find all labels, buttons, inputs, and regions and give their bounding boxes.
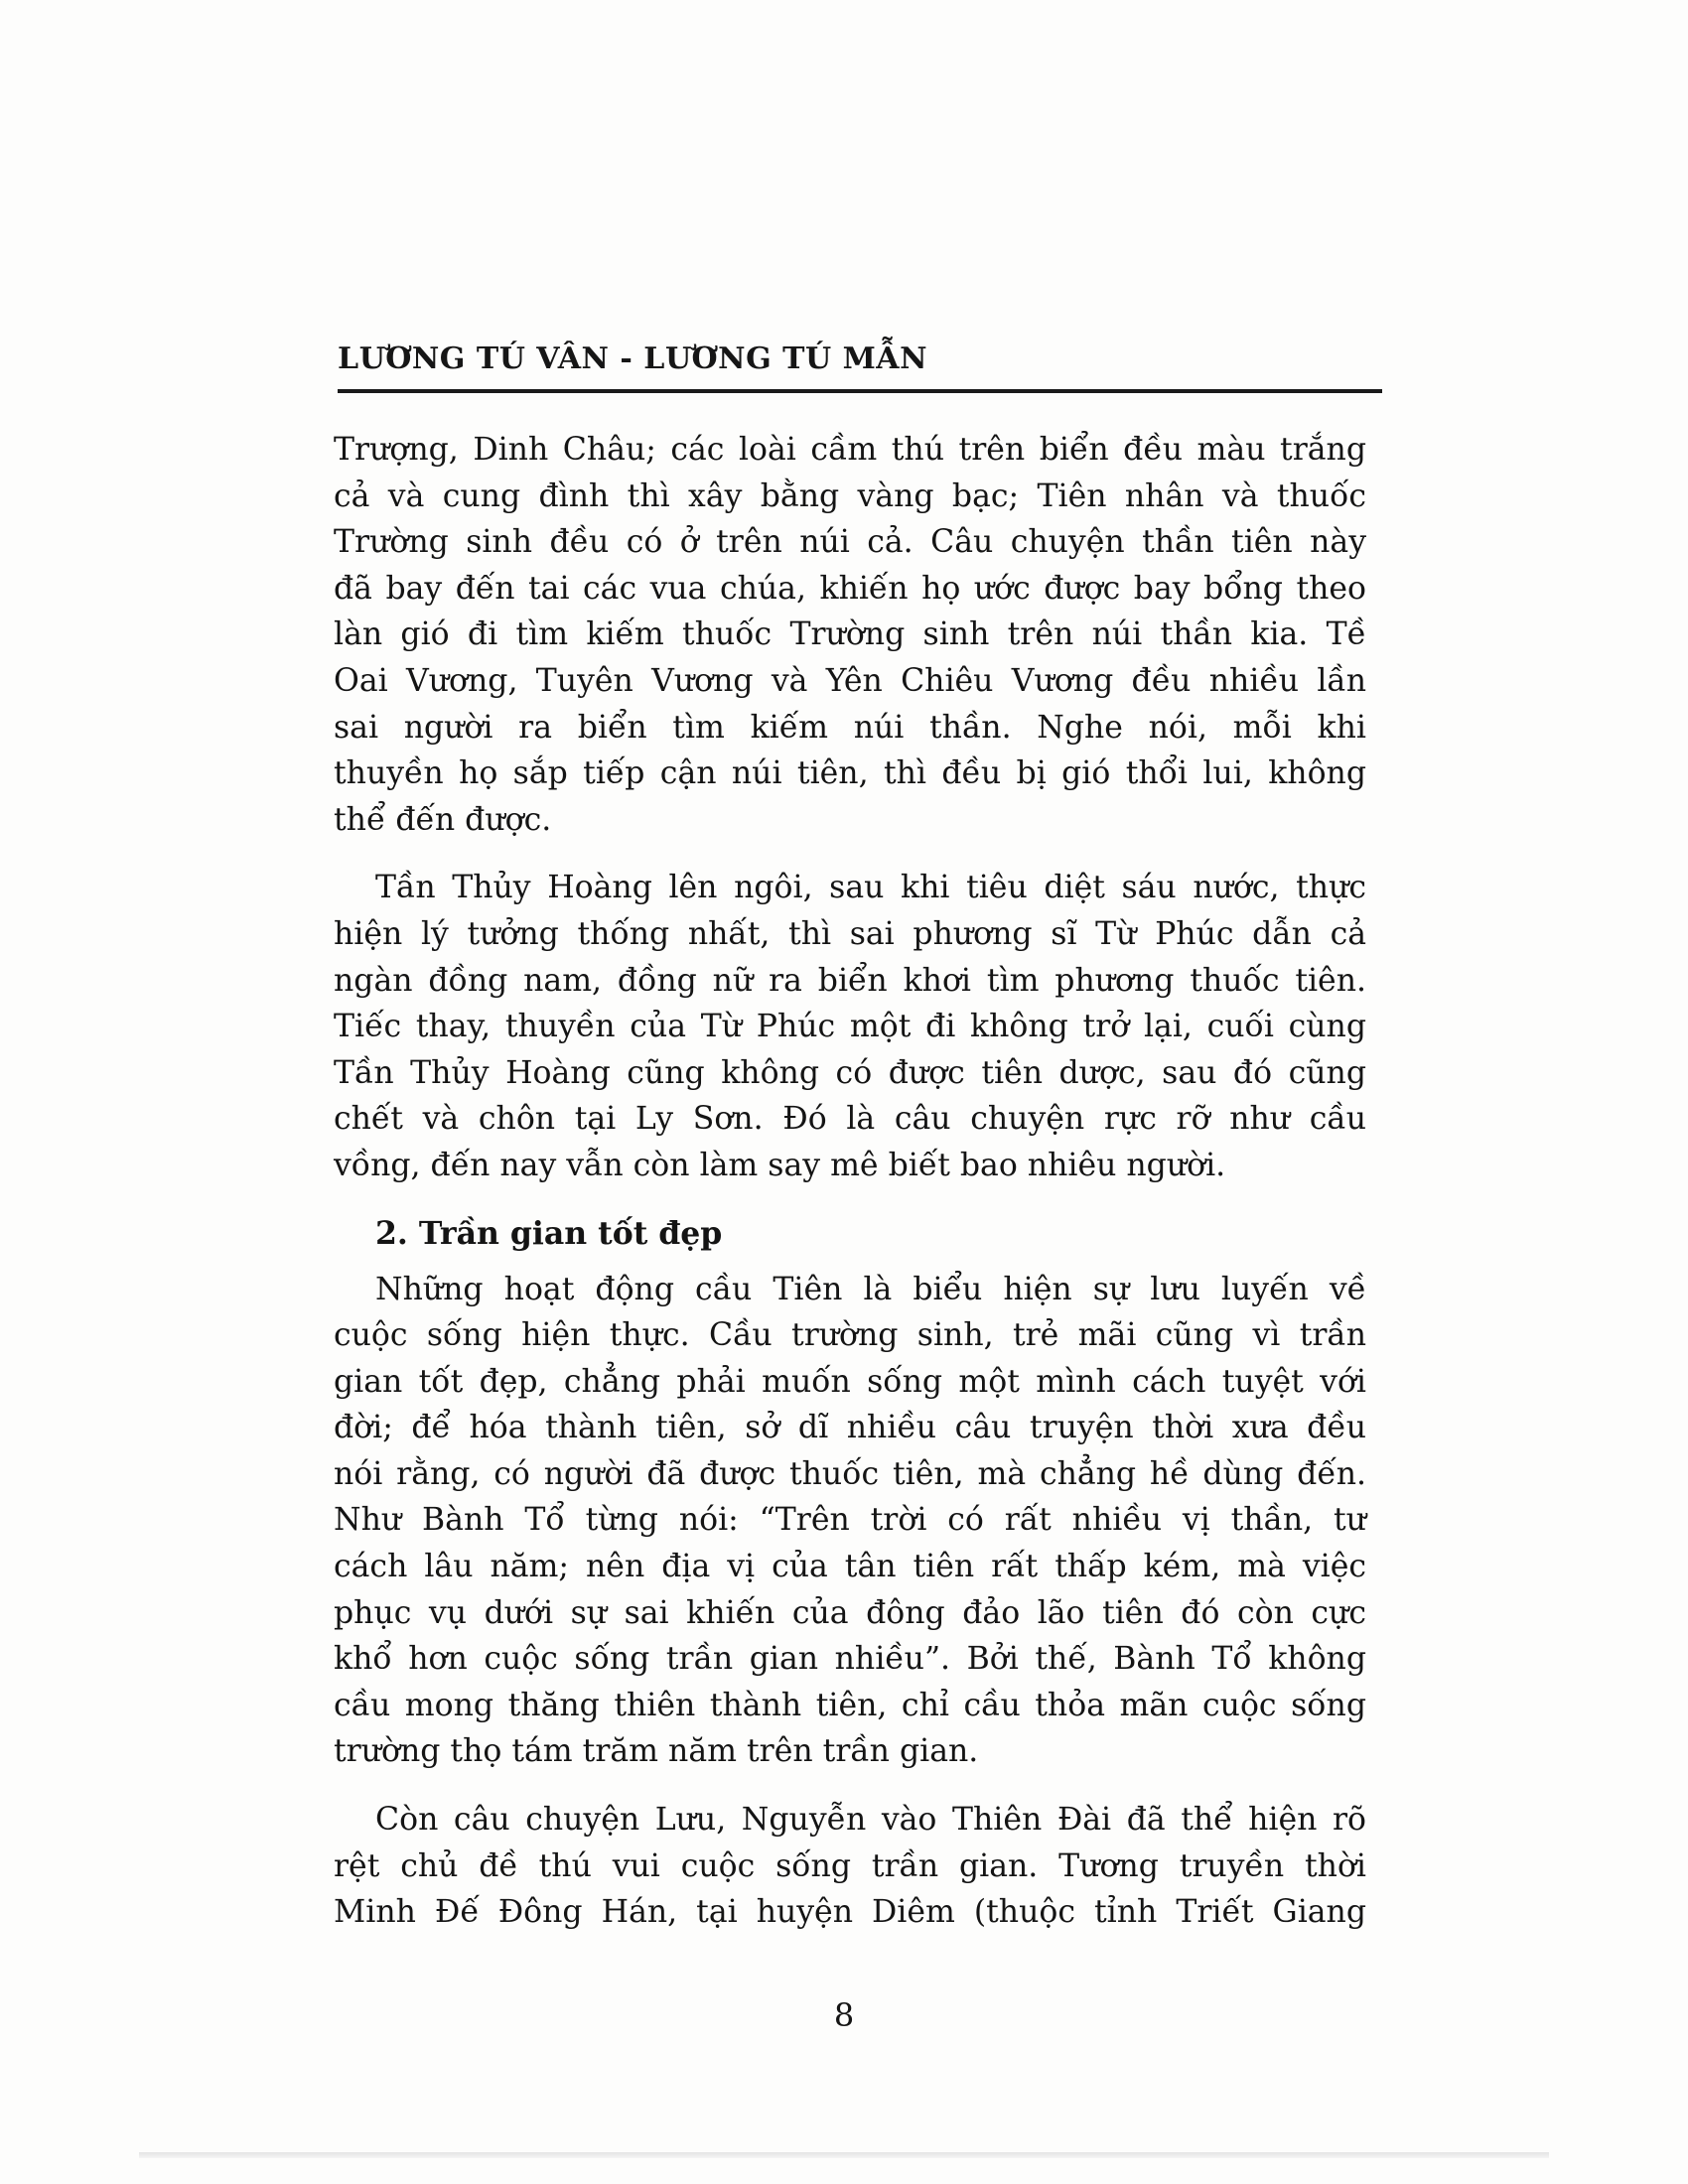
- text-line: vồng, đến nay vẫn còn làm say mê biết bao nhiêu người.: [334, 1147, 1226, 1183]
- text-line: Tần Thủy Hoàng cũng không có được tiên dược, sau đó cũng: [334, 1054, 1366, 1091]
- text-line: Tiếc thay, thuyền của Từ Phúc một đi không trở lại, cuối cùng: [334, 1009, 1366, 1045]
- paragraph-3: [334, 1267, 1366, 1776]
- text-line: rệt chủ đề thú vui cuộc sống trần gian. Tương truyền thời: [334, 1847, 1366, 1884]
- page-number: 8: [833, 1996, 855, 2034]
- section-heading: 2. Trần gian tốt đẹp: [375, 1214, 723, 1252]
- page-body: [334, 427, 1366, 1936]
- text-line: cả và cung đình thì xây bằng vàng bạc; Tiên nhân và thuốc: [334, 478, 1366, 514]
- paragraph-2: [334, 865, 1366, 1188]
- text-line: làn gió đi tìm kiếm thuốc Trường sinh trên núi thần kia. Tề: [334, 616, 1366, 653]
- text-line: thể đến được.: [334, 801, 552, 838]
- text-line: nói rằng, có người đã được thuốc tiên, mà chẳng hề dùng đến.: [334, 1455, 1366, 1492]
- text-line: Còn câu chuyện Lưu, Nguyễn vào Thiên Đài đã thể hiện rõ: [375, 1802, 1366, 1839]
- text-line: Trường sinh đều có ở trên núi cả. Câu chuyện thần tiên này: [334, 524, 1366, 561]
- text-line: chết và chôn tại Ly Sơn. Đó là câu chuyện rực rỡ như cầu: [334, 1101, 1366, 1138]
- text-line: Những hoạt động cầu Tiên là biểu hiện sự lưu luyến về: [375, 1271, 1366, 1307]
- scan-edge-shadow: [139, 2152, 1549, 2158]
- text-line: phục vụ dưới sự sai khiến của đông đảo lão tiên đó còn cực: [334, 1594, 1366, 1631]
- paragraph-gap: [334, 1189, 1366, 1211]
- text-line: cầu mong thăng thiên thành tiên, chỉ cầu thỏa mãn cuộc sống: [334, 1687, 1366, 1723]
- text-line: đời; để hóa thành tiên, sở dĩ nhiều câu truyện thời xưa đều: [334, 1410, 1366, 1446]
- text-line: Trượng, Dinh Châu; các loài cầm thú trên biển đều màu trắng: [334, 432, 1366, 468]
- text-line: trường thọ tám trăm năm trên trần gian.: [334, 1733, 979, 1770]
- text-line: cuộc sống hiện thực. Cầu trường sinh, trẻ mãi cũng vì trần: [334, 1317, 1366, 1354]
- text-line: Oai Vương, Tuyên Vương và Yên Chiêu Vương đều nhiều lần: [334, 662, 1366, 699]
- running-header: [338, 338, 1380, 381]
- running-header-title: LƯƠNG TÚ VÂN - LƯƠNG TÚ MẪN: [338, 341, 928, 376]
- paragraph-gap: [334, 843, 1366, 865]
- text-line: ngàn đồng nam, đồng nữ ra biển khơi tìm phương thuốc tiên.: [334, 962, 1366, 999]
- text-line: Minh Đế Đông Hán, tại huyện Diêm (thuộc tỉnh Triết Giang: [334, 1894, 1366, 1931]
- paragraph-1: [334, 427, 1366, 843]
- text-line: sai người ra biển tìm kiếm núi thần. Nghe nói, mỗi khi: [334, 709, 1366, 746]
- text-line: Tần Thủy Hoàng lên ngôi, sau khi tiêu diệt sáu nước, thực: [375, 870, 1366, 906]
- text-line: gian tốt đẹp, chẳng phải muốn sống một mình cách tuyệt với: [334, 1363, 1366, 1400]
- text-line: khổ hơn cuộc sống trần gian nhiều”. Bởi thế, Bành Tổ không: [334, 1641, 1366, 1678]
- paragraph-4: [334, 1797, 1366, 1936]
- text-line: thuyền họ sắp tiếp cận núi tiên, thì đều bị gió thổi lui, không: [334, 755, 1366, 792]
- header-rule: [338, 389, 1382, 393]
- text-line: hiện lý tưởng thống nhất, thì sai phương sĩ Từ Phúc dẫn cả: [334, 915, 1366, 952]
- paragraph-gap: [334, 1775, 1366, 1797]
- text-line: Như Bành Tổ từng nói: “Trên trời có rất nhiều vị thần, tư: [334, 1502, 1366, 1539]
- text-line: cách lâu năm; nên địa vị của tân tiên rất thấp kém, mà việc: [334, 1549, 1366, 1585]
- text-line: đã bay đến tai các vua chúa, khiến họ ước được bay bổng theo: [334, 570, 1366, 607]
